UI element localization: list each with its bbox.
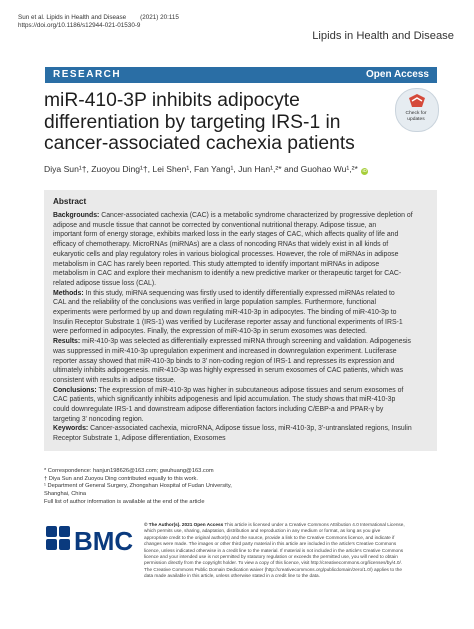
license-line-text: The Creative Commons Public Domain Dedication waiver (http://creativecommons.org/publicdomain/zero/1.0/) applies to the xyxy=(144,566,402,572)
footnote-line: ¹ Department of General Surgery, Zhongshan Hospital of Fudan University, xyxy=(44,483,232,490)
license-line xyxy=(144,554,398,560)
license-line-text: licence, unless indicated otherwise in a credit line to the material. If material is not included in the article's Creative Commons xyxy=(144,547,404,553)
abstract-line-text: metabolism in CAC and explore their mechanism to identify a new predictive marker or therapeutic target for CAC- xyxy=(53,270,402,278)
check-updates-icon xyxy=(396,89,438,131)
license-line xyxy=(144,541,396,547)
abstract-line-text: related adipose tissue loss (CAL). xyxy=(53,279,157,287)
abstract-heading: Abstract xyxy=(53,197,87,206)
abstract-line-text: efficacy of chemotherapy. MicroRNAs (miRNAs) are a class of noncoding RNAs that widely exist in all kinds of xyxy=(53,241,389,249)
abstract-line xyxy=(53,308,396,317)
abstract-section-label: Conclusions: xyxy=(53,386,97,394)
footnote-line: Shanghai, China xyxy=(44,491,87,498)
abstract-line-text: experiments were performed by up and down regulating miR-410-3p in adipocytes. The binding of miR-410-3p to xyxy=(53,309,397,316)
citation-line: Sun et al. Lipids in Health and Disease (2021) 20:115 xyxy=(18,14,179,21)
abstract-line xyxy=(53,221,376,230)
article-citation xyxy=(18,14,179,31)
abstract-line-text: Cancer-associated cachexia (CAC) is a metabolic syndrome characterized by progressive depletion of xyxy=(99,212,413,219)
abstract-section-label: Keywords: xyxy=(53,425,89,433)
bmc-logo-mark-icon xyxy=(46,526,70,550)
abstract-line-text: CAC patients, which significantly inhibits adipogenesis and lipid accumulation. The study shows that miR-410-3p xyxy=(53,396,396,404)
abstract-line-text: consistent with results in adipose tissue. xyxy=(53,376,176,384)
abstract-section-label: Backgrounds: xyxy=(53,212,100,219)
abstract-line-text: miR-410-3p was selected as differentially expressed miRNA through screening and validation. Adipogenesis xyxy=(80,338,411,346)
abstract-line xyxy=(53,405,383,414)
abstract-line xyxy=(53,260,379,269)
abstract-line xyxy=(53,211,413,220)
abstract-line xyxy=(53,240,388,249)
license-line-text: changes were made. The images or other third party material in this article are included in the article's Creative Commons xyxy=(144,541,397,547)
abstract-line-text: Insulin Receptor Substrate 1 (IRS-1) was verified by Luciferase reporter assay and functional experiments of IRS-1 xyxy=(53,318,403,326)
license-line-text: permission directly from the copyright holder. To view a copy of this licence, visit http://creativecommons.org/licenses/by/4.0/. xyxy=(144,560,403,566)
abstract-line xyxy=(53,357,394,366)
abstract-line-text: could downregulate IRS-1 and downstream adipose differentiation factors including C/EBP-a and PPAR-γ by xyxy=(53,406,384,413)
check-updates-label: Check for xyxy=(405,111,427,116)
check-updates-label: updates xyxy=(407,117,425,122)
license-line xyxy=(144,535,394,541)
abstract-line-text: reporter assay showed that miR-410-3p binds to 3' non-coding region of IRS-1 and represses its expression and xyxy=(53,357,395,365)
abstract-line-text: The expression of miR-410-3p was higher in subcutaneous adipose tissues and serum exosomes of xyxy=(96,386,404,394)
bmc-logo xyxy=(44,520,137,562)
abstract-line-text: was suppressed in miR-410-3p upregulation experiment and increased in downregulation experiment. Luciferase xyxy=(53,347,397,355)
abstract-line xyxy=(53,327,367,336)
license-line xyxy=(144,522,405,528)
abstract-line xyxy=(53,269,401,278)
abstract-line xyxy=(53,337,411,346)
abstract-line xyxy=(53,424,412,433)
footnote-line: Full list of author information is available at the end of the article xyxy=(44,498,205,505)
abstract-line xyxy=(53,230,398,239)
license-line-text: licence and your intended use is not permitted by statutory regulation or exceeds the permitted use, you will need to obtain xyxy=(144,554,398,559)
abstract-line-text: adipose and muscle tissue that cannot be corrected by conventional nutritional therapy. Adipose tissue, an xyxy=(53,221,377,229)
license-line-text: which permits use, sharing, adaptation, distribution and reproduction in any medium or format, as long as you give xyxy=(144,528,381,534)
abstract-line xyxy=(53,376,176,385)
article-type-bar xyxy=(45,67,437,83)
footnote-line: † Diya Sun and Zuoyou Ding contributed equally to this work. xyxy=(44,475,198,482)
abstract-line xyxy=(53,318,403,327)
doi-link[interactable]: https://doi.org/10.1186/s12944-021-01530-9 xyxy=(18,22,141,30)
license-line xyxy=(144,548,403,554)
abstract-line-text: metabolism in CAC has rarely been reported. This study attempted to identify important miRNAs in adipose xyxy=(53,260,380,268)
article-type-label: RESEARCH xyxy=(53,69,122,80)
abstract-line xyxy=(53,415,144,424)
footnote-line: * Correspondence: hanjun198626@163.com; gwuhuang@163.com xyxy=(44,468,214,474)
abstract-line-text: ultimately inhibits adipogenesis. miR-410-3p was highly expressed in serum exosomes of CAC patients, which was xyxy=(53,367,404,375)
abstract-section-label: Methods: xyxy=(53,289,84,297)
license-line-text: data made available in this article, unless otherwise stated in a credit line to the data. xyxy=(144,573,320,579)
abstract-line-text: In this study, miRNA sequencing was firstly used to identify differentially expressed miRNAs related to xyxy=(83,289,395,297)
license-line-text: This article is licensed under a Creative Commons Attribution 4.0 International License, xyxy=(223,522,405,527)
abstract-line xyxy=(53,434,226,443)
author-names: Diya Sun¹†, Zuoyou Ding¹†, Lei Shen¹, Fan Yang¹, Jun Han¹,²* and Guohao Wu¹,²* xyxy=(44,164,358,174)
license-line xyxy=(144,560,402,566)
abstract-section-label: Results: xyxy=(53,338,81,346)
abstract-line xyxy=(53,366,403,375)
abstract-line xyxy=(53,289,395,298)
check-for-updates-badge[interactable] xyxy=(395,88,439,132)
abstract-line-text: CAL and the reliability of the conclusions was verified in large population samples. Furthermore, functional xyxy=(53,299,377,307)
journal-name: Lipids in Health and Disease xyxy=(312,30,454,42)
abstract-line-text: Receptor Substrate 1, Adipose differentiation, Exosomes xyxy=(53,435,226,443)
abstract-line xyxy=(53,395,395,404)
bmc-logo-text: BMC xyxy=(74,526,134,556)
author-list xyxy=(44,164,368,175)
license-label: © The Author(s). 2021 Open Access xyxy=(144,522,224,527)
open-access-label: Open Access xyxy=(366,69,429,80)
abstract-line-text: Cancer-associated cachexia, microRNA, Adipose tissue loss, miR-410-3p, 3'-untranslated regions, Insulin xyxy=(88,425,412,433)
abstract-line xyxy=(53,347,397,356)
license-line xyxy=(144,573,320,579)
article-title: miR-410-3P inhibits adipocyte differentiation by targeting IRS-1 in cancer-associated cachexia patients xyxy=(44,90,355,154)
license-line xyxy=(144,528,380,534)
abstract-line-text: targeting 3' noncoding region. xyxy=(53,415,144,423)
abstract-line xyxy=(53,250,398,259)
abstract-line xyxy=(53,279,156,288)
abstract-line-text: important form of energy storage, exhibits marked loss in the early stages of CAC, which affects quality of life and xyxy=(53,231,399,239)
abstract-line-text: eukaryotic cells and play regulatory roles in various biological processes. However, the role of miRNAs in adipose xyxy=(53,250,399,258)
orcid-icon[interactable]: iD xyxy=(362,169,367,174)
abstract-line xyxy=(53,386,403,395)
license-line xyxy=(144,567,402,573)
abstract-line-text: were performed in adipocytes. Finally, the expression of miR-410-3p in serum exosomes was detected. xyxy=(53,328,367,336)
abstract-line xyxy=(53,298,376,307)
license-line-text: appropriate credit to the original author(s) and the source, provide a link to the Creative Commons licence, and indicate if xyxy=(144,534,395,540)
